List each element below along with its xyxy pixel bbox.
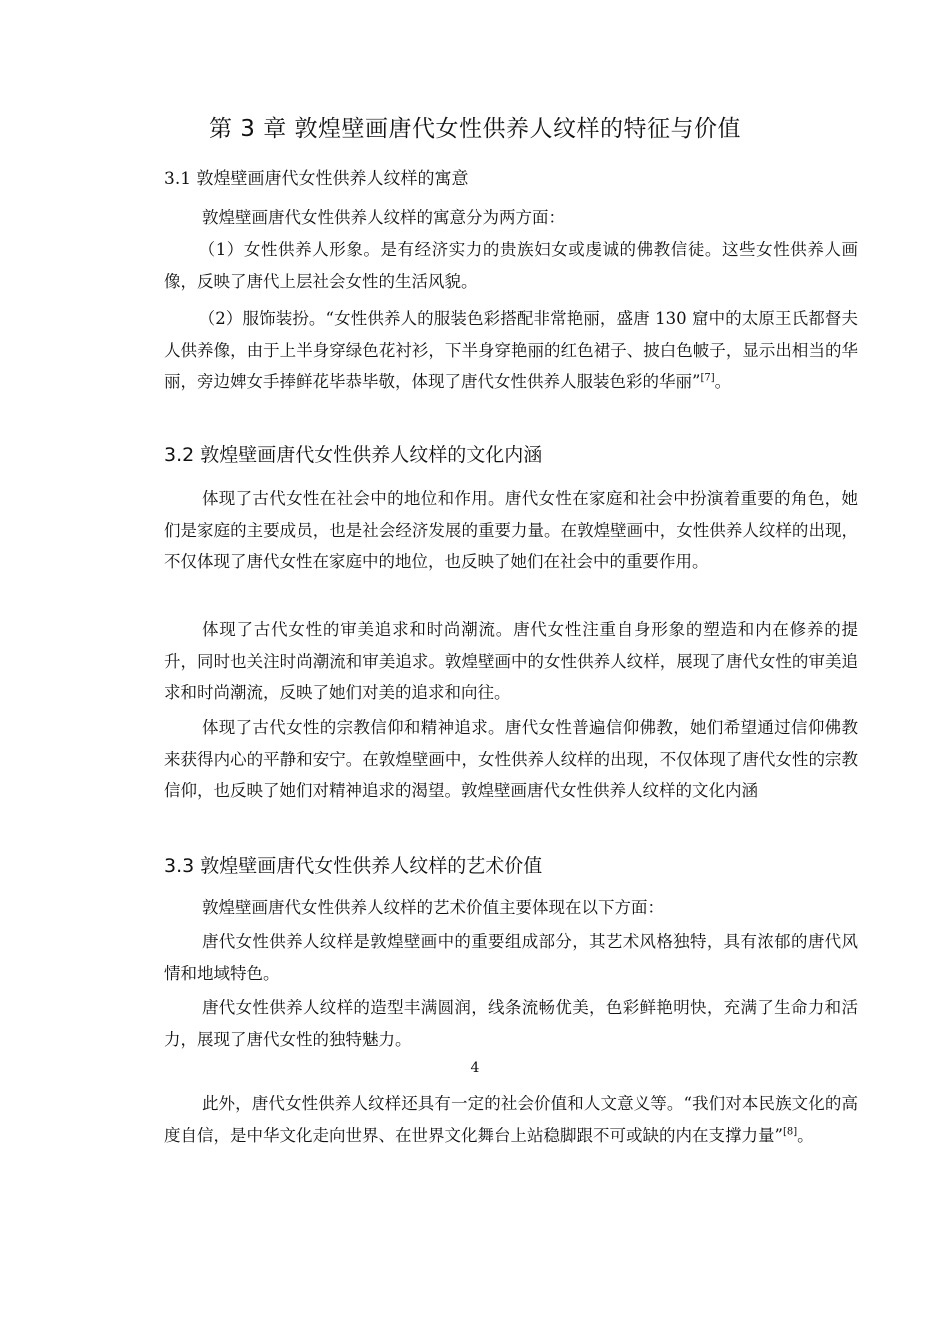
section-heading-3-3: 3.3 敦煌壁画唐代女性供养人纹样的艺术价值: [164, 855, 543, 877]
section-heading-3-2: 3.2 敦煌壁画唐代女性供养人纹样的文化内涵: [164, 444, 543, 466]
section-3-2-paragraph-1: 体现了古代女性在社会中的地位和作用。唐代女性在家庭和社会中扮演着重要的角色，她们是家庭的主要成员，也是社会经济发展的重要力量。在敦煌壁画中，女性供养人纹样的出现，不仅体现了唐代女性在家庭中的地位，也反映了她们在社会中的重要作用。: [164, 489, 858, 571]
section-3-1-item-2: [164, 303, 858, 398]
section-3-3-paragraph-1: 敦煌壁画唐代女性供养人纹样的艺术价值主要体现在以下方面：: [201, 898, 664, 917]
chapter-title: 第 3 章 敦煌壁画唐代女性供养人纹样的特征与价值: [208, 116, 742, 142]
section-3-2-paragraph-3: 体现了古代女性的宗教信仰和精神追求。唐代女性普遍信仰佛教，她们希望通过信仰佛教来获得内心的平静和安宁。在敦煌壁画中，女性供养人纹样的出现，不仅体现了唐代女性的宗教信仰，也反映了她们对精神追求的渴望。敦煌壁画唐代女性供养人纹样的文化内涵: [164, 718, 858, 800]
section-3-3-paragraph-2: 唐代女性供养人纹样是敦煌壁画中的重要组成部分，其艺术风格独特，具有浓郁的唐代风情和地域特色。: [164, 932, 858, 983]
section-3-2-paragraph-2: 体现了古代女性的审美追求和时尚潮流。唐代女性注重自身形象的塑造和内在修养的提升，同时也关注时尚潮流和审美追求。敦煌壁画中的女性供养人纹样，展现了唐代女性的审美追求和时尚潮流，反映了她们对美的追求和向往。: [164, 620, 858, 702]
section-3-3-paragraph-4: [164, 1088, 858, 1151]
section-heading-3-1: 3.1 敦煌壁画唐代女性供养人纹样的寓意: [164, 169, 469, 189]
citation-ref-7: [7]: [700, 372, 715, 384]
item-2-text: （2）服饰装扮。“女性供养人的服装色彩搭配非常艳丽，盛唐 130 窟中的太原王氏都督夫人供养像，由于上半身穿绿色花衬衫，下半身穿艳丽的红色裙子、披白色帔子，显示出相当的华丽，旁边婢女手捧鲜花毕恭毕敬，体现了唐代女性供养人服装色彩的华丽”: [164, 309, 858, 391]
section-3-3-paragraph-3: 唐代女性供养人纹样的造型丰满圆润，线条流畅优美，色彩鲜艳明快，充满了生命力和活力，展现了唐代女性的独特魅力。: [164, 998, 858, 1049]
section-3-1-intro: 敦煌壁画唐代女性供养人纹样的寓意分为两方面：: [201, 208, 565, 227]
page-number: 4: [470, 1060, 480, 1076]
paragraph-4-end: 。: [797, 1125, 814, 1145]
paragraph-4-text: 此外，唐代女性供养人纹样还具有一定的社会价值和人文意义等。“我们对本民族文化的高度自信，是中华文化走向世界、在世界文化舞台上站稳脚跟不可或缺的内在支撑力量”: [164, 1094, 858, 1145]
citation-ref-8: [8]: [782, 1126, 798, 1137]
item-2-end: 。: [714, 372, 732, 391]
section-3-1-item-1: （1）女性供养人形象。是有经济实力的贵族妇女或虔诚的佛教信徒。这些女性供养人画像，反映了唐代上层社会女性的生活风貌。: [164, 240, 858, 291]
